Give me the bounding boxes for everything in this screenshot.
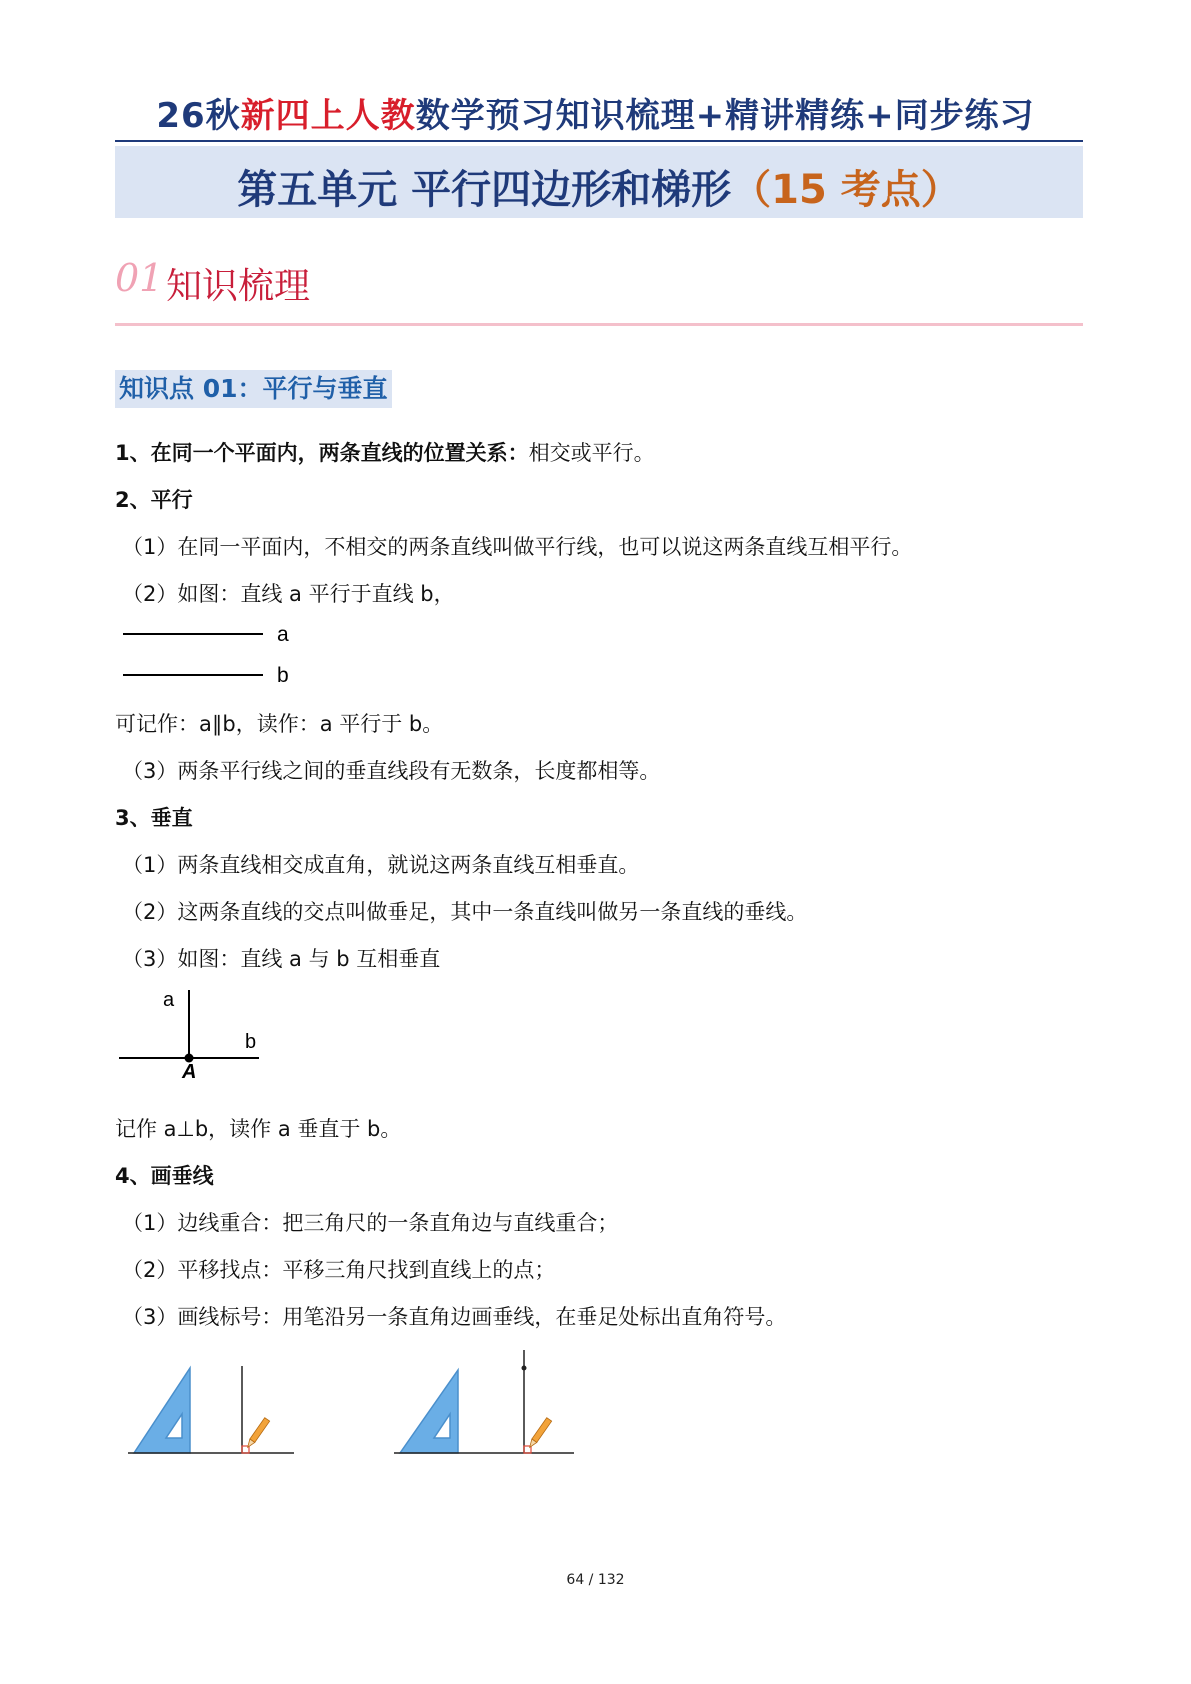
- set-square-icon: [134, 1368, 190, 1453]
- unit-title: 第五单元 平行四边形和梯形（15 考点）: [237, 167, 961, 213]
- parallel-definition: （1）在同一平面内，不相交的两条直线叫做平行线，也可以说这两条直线互相平行。: [122, 535, 913, 559]
- parallel-property: （3）两条平行线之间的垂直线段有无数条，长度都相等。: [122, 759, 661, 783]
- label-a: a: [277, 623, 289, 646]
- perpendicular-lines-figure: [115, 982, 275, 1087]
- header-rule: [115, 140, 1083, 142]
- label-a: a: [163, 989, 175, 1011]
- item-1-line: 1、在同一个平面内，两条直线的位置关系：相交或平行。: [115, 441, 655, 465]
- step-1: （1）边线重合：把三角尺的一条直角边与直线重合；: [122, 1211, 619, 1235]
- header-title-highlight: 新四上人教: [240, 96, 416, 136]
- knowledge-point-title: 知识点 01：平行与垂直: [115, 370, 392, 408]
- document-header-title: 26秋新四上人教数学预习知识梳理+精讲精练+同步练习: [156, 96, 1035, 136]
- perpendicular-definition: （1）两条直线相交成直角，就说这两条直线互相垂直。: [122, 853, 640, 877]
- heading-parallel: 2、平行: [115, 488, 193, 512]
- parallel-notation: 可记作：a∥b，读作：a 平行于 b。: [115, 712, 444, 736]
- pencil-icon: [245, 1418, 269, 1449]
- section-name: 知识梳理: [166, 266, 311, 307]
- unit-points-count: （15 考点）: [731, 167, 961, 213]
- heading-perpendicular: 3、垂直: [115, 806, 193, 830]
- pencil-icon: [527, 1418, 551, 1449]
- step-2: （2）平移找点：平移三角尺找到直线上的点；: [122, 1258, 556, 1282]
- set-square-illustration-1: [128, 1360, 308, 1458]
- label-b: b: [277, 664, 289, 687]
- foot-definition: （2）这两条直线的交点叫做垂足，其中一条直线叫做另一条直线的垂线。: [122, 900, 808, 924]
- section-number: 01: [115, 256, 164, 300]
- section-rule: [115, 323, 1083, 326]
- perpendicular-figure-caption: （3）如图：直线 a 与 b 互相垂直: [122, 947, 441, 971]
- set-square-icon: [400, 1370, 458, 1453]
- label-A: A: [182, 1061, 197, 1083]
- heading-draw-perpendicular: 4、画垂线: [115, 1164, 214, 1188]
- parallel-lines-figure: [115, 612, 315, 692]
- step-3: （3）画线标号：用笔沿另一条直角边画垂线，在垂足处标出直角符号。: [122, 1305, 787, 1329]
- given-point: [522, 1366, 527, 1371]
- set-square-illustration-2: [394, 1348, 584, 1458]
- perpendicular-notation: 记作 a⊥b，读作 a 垂直于 b。: [115, 1117, 402, 1141]
- label-b: b: [245, 1031, 257, 1053]
- page-number: 64 / 132: [566, 1572, 625, 1588]
- parallel-figure-caption: （2）如图：直线 a 平行于直线 b，: [122, 582, 455, 606]
